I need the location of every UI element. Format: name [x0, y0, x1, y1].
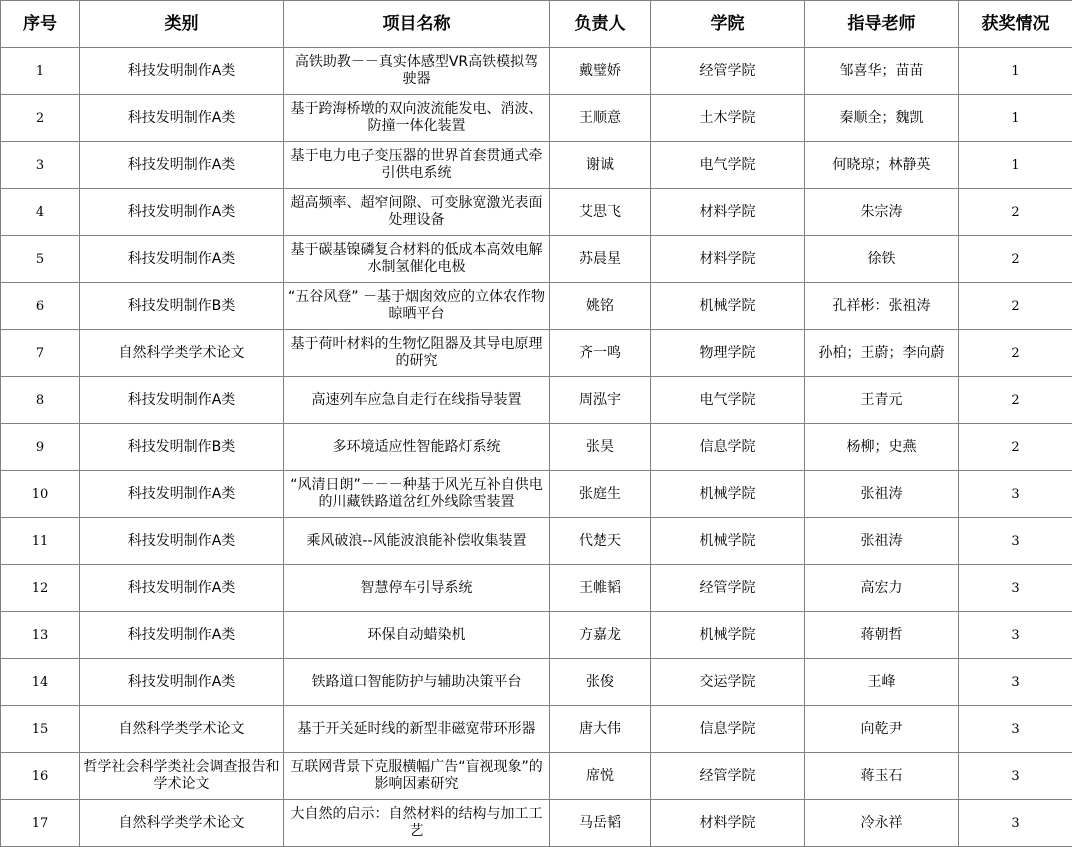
cell-advisor: 徐铁 [805, 236, 959, 283]
cell-leader: 张庭生 [550, 471, 651, 518]
cell-advisor: 张祖涛 [805, 518, 959, 565]
cell-seq: 2 [1, 95, 80, 142]
cell-category: 自然科学类学术论文 [80, 800, 284, 847]
cell-college: 电气学院 [651, 377, 805, 424]
cell-seq: 8 [1, 377, 80, 424]
cell-award: 2 [959, 330, 1072, 377]
cell-award: 1 [959, 95, 1072, 142]
cell-leader: 谢诚 [550, 142, 651, 189]
cell-advisor: 王峰 [805, 659, 959, 706]
table-row [1, 330, 1072, 377]
cell-leader: 齐一鸣 [550, 330, 651, 377]
cell-leader: 艾思飞 [550, 189, 651, 236]
cell-seq: 7 [1, 330, 80, 377]
cell-advisor: 蒋朝哲 [805, 612, 959, 659]
cell-category: 科技发明制作A类 [80, 95, 284, 142]
cell-advisor: 张祖涛 [805, 471, 959, 518]
cell-seq: 12 [1, 565, 80, 612]
cell-category: 自然科学类学术论文 [80, 706, 284, 753]
cell-project: 基于碳基镍磷复合材料的低成本高效电解水制氢催化电极 [284, 236, 550, 283]
header-college: 学院 [651, 1, 805, 48]
cell-project: “五谷风登” －基于烟囱效应的立体农作物晾晒平台 [284, 283, 550, 330]
table-row [1, 189, 1072, 236]
table-row [1, 95, 1072, 142]
cell-category: 科技发明制作B类 [80, 424, 284, 471]
table-row [1, 706, 1072, 753]
cell-award: 3 [959, 612, 1072, 659]
cell-advisor: 高宏力 [805, 565, 959, 612]
cell-advisor: 冷永祥 [805, 800, 959, 847]
table-row [1, 283, 1072, 330]
cell-college: 交运学院 [651, 659, 805, 706]
table-row [1, 377, 1072, 424]
cell-seq: 16 [1, 753, 80, 800]
cell-seq: 9 [1, 424, 80, 471]
table-body [1, 48, 1072, 847]
cell-college: 经管学院 [651, 753, 805, 800]
cell-seq: 10 [1, 471, 80, 518]
cell-category: 科技发明制作A类 [80, 48, 284, 95]
cell-seq: 4 [1, 189, 80, 236]
table-row [1, 565, 1072, 612]
cell-leader: 方嘉龙 [550, 612, 651, 659]
cell-category: 哲学社会科学类社会调查报告和学术论文 [80, 753, 284, 800]
cell-category: 科技发明制作A类 [80, 377, 284, 424]
cell-project: 互联网背景下克服横幅广告“盲视现象”的影响因素研究 [284, 753, 550, 800]
cell-project: 环保自动蜡染机 [284, 612, 550, 659]
cell-advisor: 向乾尹 [805, 706, 959, 753]
cell-leader: 周泓宇 [550, 377, 651, 424]
cell-seq: 6 [1, 283, 80, 330]
cell-award: 3 [959, 659, 1072, 706]
cell-advisor: 秦顺全；魏凯 [805, 95, 959, 142]
cell-award: 3 [959, 706, 1072, 753]
cell-college: 材料学院 [651, 236, 805, 283]
cell-award: 3 [959, 565, 1072, 612]
table-row [1, 518, 1072, 565]
table-row [1, 471, 1072, 518]
cell-award: 2 [959, 424, 1072, 471]
cell-college: 经管学院 [651, 48, 805, 95]
cell-advisor: 王青元 [805, 377, 959, 424]
cell-award: 1 [959, 48, 1072, 95]
cell-advisor: 蒋玉石 [805, 753, 959, 800]
cell-seq: 14 [1, 659, 80, 706]
cell-college: 电气学院 [651, 142, 805, 189]
cell-leader: 张俊 [550, 659, 651, 706]
cell-category: 科技发明制作A类 [80, 565, 284, 612]
cell-seq: 13 [1, 612, 80, 659]
cell-leader: 戴璧娇 [550, 48, 651, 95]
header-seq: 序号 [1, 1, 80, 48]
cell-project: 高速列车应急自走行在线指导装置 [284, 377, 550, 424]
cell-advisor: 孙柏；王蔚；李向蔚 [805, 330, 959, 377]
cell-category: 科技发明制作A类 [80, 471, 284, 518]
cell-advisor: 杨柳；史燕 [805, 424, 959, 471]
table-row [1, 48, 1072, 95]
cell-college: 材料学院 [651, 800, 805, 847]
table-row [1, 236, 1072, 283]
cell-seq: 3 [1, 142, 80, 189]
cell-award: 3 [959, 518, 1072, 565]
cell-college: 信息学院 [651, 706, 805, 753]
cell-award: 1 [959, 142, 1072, 189]
cell-leader: 唐大伟 [550, 706, 651, 753]
cell-leader: 代楚天 [550, 518, 651, 565]
cell-college: 土木学院 [651, 95, 805, 142]
header-project: 项目名称 [284, 1, 550, 48]
cell-seq: 15 [1, 706, 80, 753]
cell-award: 2 [959, 283, 1072, 330]
cell-project: 多环境适应性智能路灯系统 [284, 424, 550, 471]
table-row [1, 612, 1072, 659]
cell-college: 信息学院 [651, 424, 805, 471]
cell-project: “风清日朗”－－－种基于风光互补自供电的川藏铁路道岔红外线除雪装置 [284, 471, 550, 518]
cell-award: 3 [959, 471, 1072, 518]
header-advisor: 指导老师 [805, 1, 959, 48]
cell-leader: 马岳韬 [550, 800, 651, 847]
cell-advisor: 邹喜华；苗苗 [805, 48, 959, 95]
cell-category: 科技发明制作A类 [80, 518, 284, 565]
cell-leader: 张昊 [550, 424, 651, 471]
table-row [1, 142, 1072, 189]
cell-college: 机械学院 [651, 471, 805, 518]
cell-advisor: 何晓琼；林静英 [805, 142, 959, 189]
cell-award: 2 [959, 236, 1072, 283]
cell-advisor: 孔祥彬：张祖涛 [805, 283, 959, 330]
cell-category: 科技发明制作A类 [80, 659, 284, 706]
cell-seq: 17 [1, 800, 80, 847]
cell-college: 经管学院 [651, 565, 805, 612]
table-row [1, 800, 1072, 847]
cell-leader: 王顺意 [550, 95, 651, 142]
table-row [1, 659, 1072, 706]
cell-project: 超高频率、超窄间隙、可变脉宽激光表面处理设备 [284, 189, 550, 236]
cell-category: 科技发明制作A类 [80, 142, 284, 189]
cell-project: 铁路道口智能防护与辅助决策平台 [284, 659, 550, 706]
cell-seq: 11 [1, 518, 80, 565]
cell-award: 2 [959, 189, 1072, 236]
cell-project: 基于电力电子变压器的世界首套贯通式牵引供电系统 [284, 142, 550, 189]
cell-seq: 1 [1, 48, 80, 95]
header-category: 类别 [80, 1, 284, 48]
cell-seq: 5 [1, 236, 80, 283]
cell-project: 大自然的启示：自然材料的结构与加工工艺 [284, 800, 550, 847]
cell-project: 基于开关延时线的新型非磁宽带环形器 [284, 706, 550, 753]
cell-project: 基于跨海桥墩的双向波流能发电、消波、防撞一体化装置 [284, 95, 550, 142]
cell-award: 2 [959, 377, 1072, 424]
header-award: 获奖情况 [959, 1, 1072, 48]
cell-category: 科技发明制作A类 [80, 236, 284, 283]
cell-leader: 姚铭 [550, 283, 651, 330]
cell-category: 科技发明制作A类 [80, 189, 284, 236]
cell-category: 科技发明制作B类 [80, 283, 284, 330]
table-row [1, 424, 1072, 471]
cell-award: 3 [959, 800, 1072, 847]
cell-project: 乘风破浪--风能波浪能补偿收集装置 [284, 518, 550, 565]
cell-category: 自然科学类学术论文 [80, 330, 284, 377]
cell-college: 机械学院 [651, 518, 805, 565]
cell-project: 高铁助教－－真实体感型VR高铁模拟驾驶器 [284, 48, 550, 95]
cell-leader: 席悦 [550, 753, 651, 800]
cell-college: 物理学院 [651, 330, 805, 377]
cell-project: 基于荷叶材料的生物忆阻器及其导电原理的研究 [284, 330, 550, 377]
table-row [1, 753, 1072, 800]
cell-college: 机械学院 [651, 283, 805, 330]
cell-college: 材料学院 [651, 189, 805, 236]
cell-leader: 王帷韬 [550, 565, 651, 612]
header-leader: 负责人 [550, 1, 651, 48]
cell-advisor: 朱宗涛 [805, 189, 959, 236]
header-row [1, 1, 1072, 48]
cell-category: 科技发明制作A类 [80, 612, 284, 659]
cell-leader: 苏晨星 [550, 236, 651, 283]
cell-award: 3 [959, 753, 1072, 800]
cell-college: 机械学院 [651, 612, 805, 659]
cell-project: 智慧停车引导系统 [284, 565, 550, 612]
